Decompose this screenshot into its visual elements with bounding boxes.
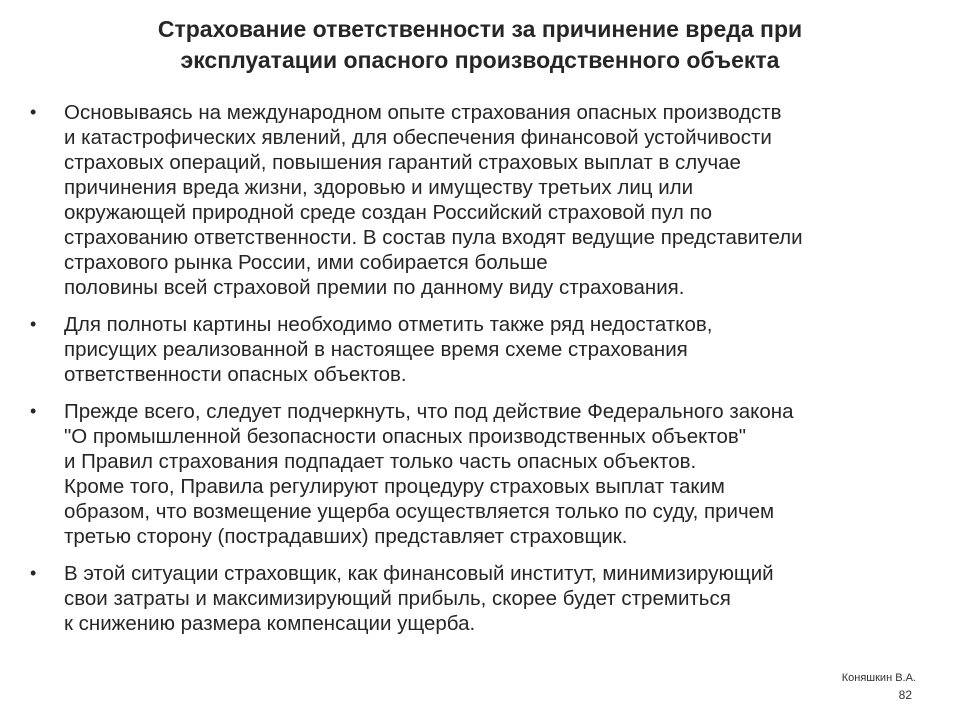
bullet-text-line: Для полноты картины необходимо отметить также ряд недостатков, — [64, 313, 713, 336]
bullet-text-line: свои затраты и максимизирующий прибыль, скорее будет стремиться — [64, 587, 731, 610]
bullet-text-line: и Правил страхования подпадает только часть опасных объектов. — [64, 450, 697, 473]
slide-title-line: Страхование ответственности за причинение вреда при — [157, 16, 803, 42]
bullet-text-line: страхованию ответственности. В состав пула входят ведущие представители — [64, 226, 803, 249]
bullet-dot: • — [30, 563, 37, 583]
bullet-list — [30, 100, 940, 648]
bullet-text-line: страховых операций, повышения гарантий страховых выплат в случае — [64, 151, 741, 174]
bullet-text-line: присущих реализованной в настоящее время схеме страхования — [64, 338, 688, 361]
bullet-text-line: образом, что возмещение ущерба осуществляется только по суду, причем — [64, 500, 775, 523]
bullet-text-line: третью сторону (пострадавших) представляет страховщик. — [64, 525, 628, 548]
bullet-text-line: Прежде всего, следует подчеркнуть, что под действие Федерального закона — [64, 400, 794, 423]
bullet-text-line: и катастрофических явлений, для обеспечения финансовой устойчивости — [64, 126, 772, 149]
bullet-text-line: к снижению размера компенсации ущерба. — [64, 612, 476, 635]
bullet-text-line: страхового рынка России, ими собирается больше — [64, 251, 548, 274]
bullet-text-line: половины всей страховой премии по данному виду страхования. — [64, 276, 685, 299]
slide-title — [80, 14, 880, 76]
bullet-text-line: Основываясь на международном опыте страхования опасных производств — [64, 101, 782, 124]
slide-title-line: эксплуатации опасного производственного объекта — [180, 47, 780, 73]
page-number: 82 — [898, 688, 912, 702]
bullet-text-line: ответственности опасных объектов. — [64, 363, 407, 386]
bullet-item — [30, 312, 940, 387]
author-name: Коняшкин В.А. — [841, 672, 916, 684]
bullet-dot: • — [30, 102, 37, 122]
bullet-dot: • — [30, 401, 37, 421]
bullet-text-line: Кроме того, Правила регулируют процедуру страховых выплат таким — [64, 475, 725, 498]
slide-footer — [842, 670, 916, 704]
bullet-text-line: причинения вреда жизни, здоровью и имуществу третьих лиц или — [64, 176, 694, 199]
bullet-dot: • — [30, 314, 37, 334]
bullet-text-line: "О промышленной безопасности опасных производственных объектов" — [64, 425, 747, 448]
bullet-item — [30, 561, 940, 636]
bullet-item — [30, 100, 940, 300]
bullet-text-line: В этой ситуации страховщик, как финансовый институт, минимизирующий — [64, 562, 774, 585]
bullet-text-line: окружающей природной среде создан Российский страховой пул по — [64, 201, 712, 224]
bullet-item — [30, 399, 940, 549]
